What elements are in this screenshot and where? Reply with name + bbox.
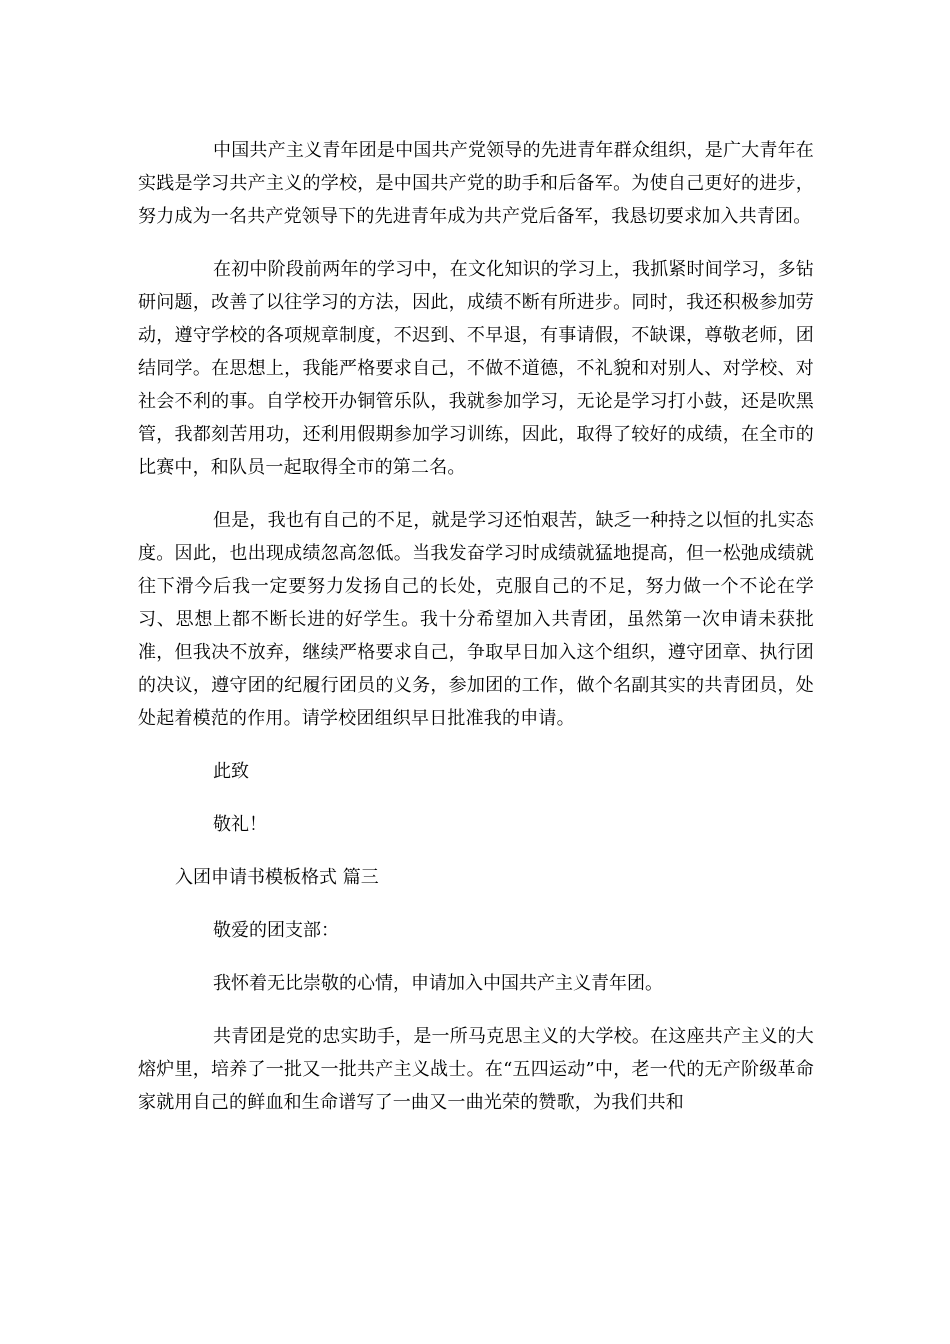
paragraph-1: 中国共产主义青年团是中国共产党领导的先进青年群众组织，是广大青年在实践是学习共产主义的学校，是中国共产党的助手和后备军。为使自己更好的进步，努力成为一名共产党领导下的先进青年成为共产党后备军，我恳切要求加入共青团。 bbox=[138, 140, 814, 227]
paragraph-4: 我怀着无比崇敬的心情，申请加入中国共产主义青年团。 bbox=[213, 973, 663, 994]
salutation: 敬爱的团支部： bbox=[213, 920, 339, 941]
closing-line-2: 敬礼！ bbox=[213, 814, 267, 835]
paragraph-2: 在初中阶段前两年的学习中，在文化知识的学习上，我抓紧时间学习，多钻研问题，改善了以往学习的方法，因此，成绩不断有所进步。同时，我还积极参加劳动，遵守学校的各项规章制度，不迟到、不早退，有事请假，不缺课，尊敬老师，团结同学。在思想上，我能严格要求自己，不做不道德，不礼貌和对别人、对学校、对社会不利的事。自学校开办铜管乐队，我就参加学习，无论是学习打小鼓，还是吹黑管，我都刻苦用功，还利用假期参加学习训练，因此，取得了较好的成绩，在全市的比赛中，和队员一起取得全市的第二名。 bbox=[138, 259, 814, 478]
paragraph-5: 共青团是党的忠实助手，是一所马克思主义的大学校。在这座共产主义的大熔炉里，培养了一批又一批共产主义战士。在“五四运动”中，老一代的无产阶级革命家就用自己的鲜血和生命谱写了一曲又一曲光荣的赞歌，为我们共和 bbox=[138, 1026, 814, 1113]
section-title: 入团申请书模板格式 篇三 bbox=[175, 867, 379, 888]
closing-line-1: 此致 bbox=[213, 761, 249, 782]
paragraph-3: 但是，我也有自己的不足，就是学习还怕艰苦，缺乏一种持之以恒的扎实态度。因此，也出现成绩忽高忽低。当我发奋学习时成绩就猛地提高，但一松弛成绩就往下滑今后我一定要努力发扬自己的长处，克服自己的不足，努力做一个不论在学习、思想上都不断长进的好学生。我十分希望加入共青团，虽然第一次申请未获批准，但我决不放弃，继续严格要求自己，争取早日加入这个组织，遵守团章、执行团的决议，遵守团的纪履行团员的义务，参加团的工作，做个名副其实的共青团员，处处起着模范的作用。请学校团组织早日批准我的申请。 bbox=[138, 510, 814, 729]
document-body bbox=[138, 134, 814, 1119]
